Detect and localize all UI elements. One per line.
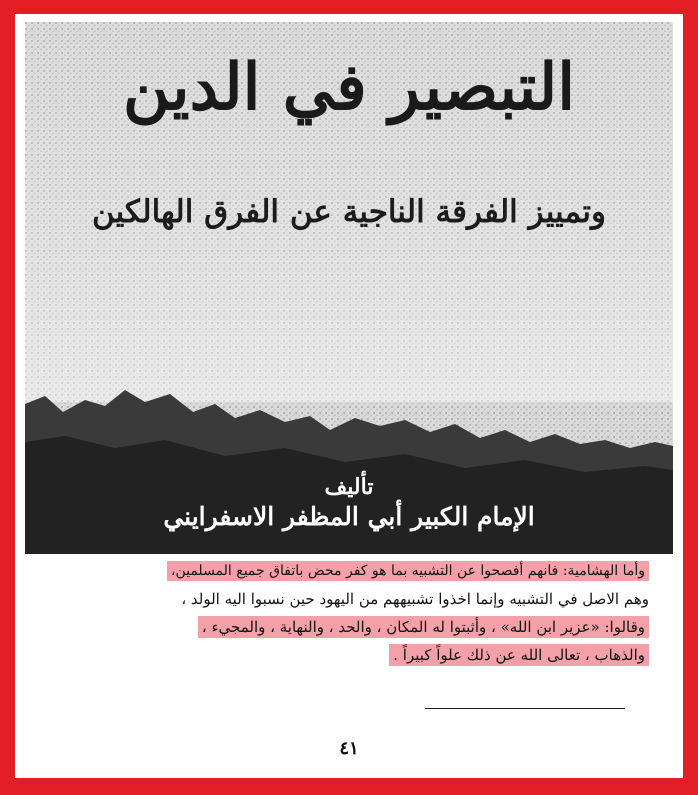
book-cover-image [25,22,673,554]
highlight: والذهاب ، تعالى الله عن ذلك علواً كبيراً . [389,644,649,666]
highlight: وأما الهشامية: فانهم أفصحوا عن التشبيه بما هو كفر محض باتفاق جميع المسلمين، [167,561,649,581]
book-subtitle: وتمييز الفرقة الناجية عن الفرق الهالكين [92,194,606,230]
page-number: ٤١ [339,738,359,759]
author-name: الإمام الكبير أبي المظفر الاسفرايني [163,502,535,531]
passage-line [39,557,649,585]
highlight: وقالوا: «عزير ابن الله» ، وأثبتوا له المكان ، والحد ، والنهاية ، والمجيء ، [198,616,649,638]
book-title: التبصير في الدين [123,50,575,125]
footnote-rule [425,708,625,709]
passage-line: وهم الاصل في التشبيه وإنما اخذوا تشبيههم من اليهود حين نسبوا اليه الولد ، [181,590,649,608]
author-label: تأليف [324,474,374,500]
book-page [15,14,683,778]
passage-line [39,613,649,641]
passage [39,557,649,669]
passage-line [39,641,649,669]
